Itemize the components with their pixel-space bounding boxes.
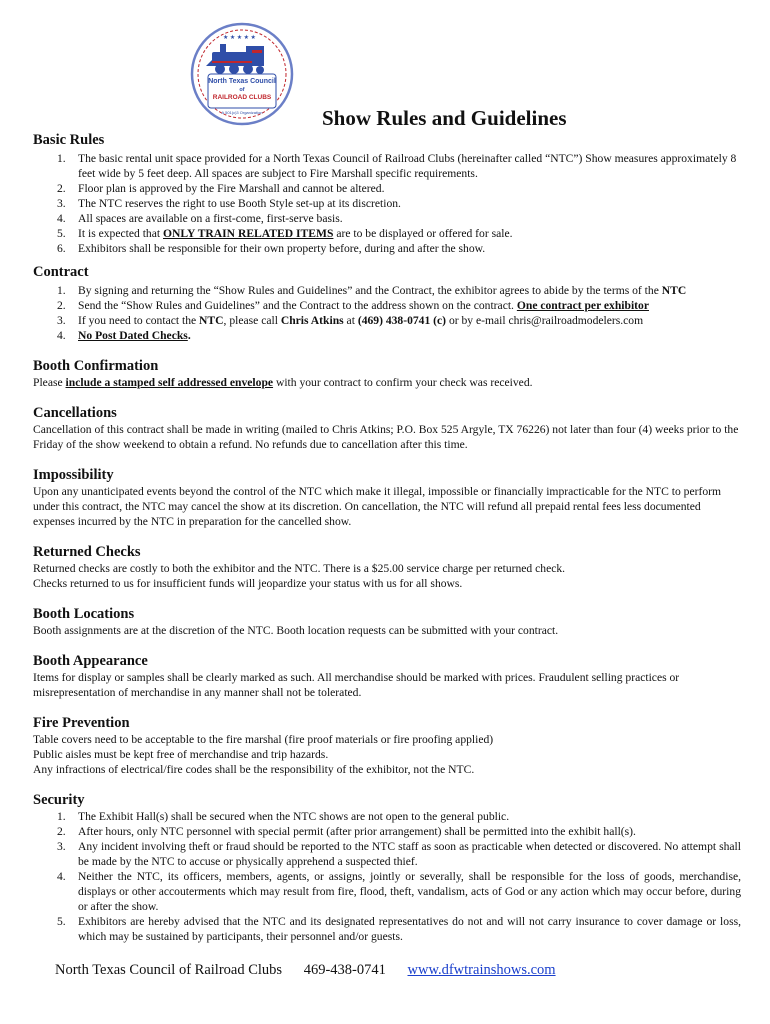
bold-text: NTC <box>199 314 224 327</box>
item-number: 4. <box>57 212 66 225</box>
item-text: It is expected that <box>78 227 163 240</box>
bold-text: (469) 438-0741 (c) <box>357 314 447 327</box>
section-booth-locations <box>33 606 741 638</box>
logo-line2: of <box>239 87 245 93</box>
item-text: . <box>187 329 191 342</box>
item-number: 1. <box>57 284 66 297</box>
item-number: 6. <box>57 242 66 255</box>
section-returned-checks <box>33 544 741 591</box>
list-item <box>33 313 741 328</box>
list-item <box>33 869 741 914</box>
section-heading: Security <box>33 792 85 808</box>
item-text: , please call <box>223 314 281 327</box>
logo-line1: North Texas Council <box>208 78 276 85</box>
logo-line3: RAILROAD CLUBS <box>212 94 272 101</box>
item-text: Any incident involving theft or fraud should be reported to the NTC staff as soon as practicable when detected or discovered. No attempt shall be made by the NTC to accuse or physically apprehend a suspected thief. <box>78 840 741 868</box>
list-item <box>33 241 741 256</box>
bold-text: Chris Atkins <box>280 314 344 327</box>
ntc-logo <box>190 22 294 126</box>
list-item <box>33 211 741 226</box>
website-link[interactable]: www.dfwtrainshows.com <box>407 962 556 978</box>
item-number: 3. <box>57 840 66 853</box>
footer-phone: 469-438-0741 <box>303 962 386 978</box>
emphasis-text: One contract per exhibitor <box>516 299 649 312</box>
item-number: 1. <box>57 810 66 823</box>
paragraph-text: with your contract to confirm your check was received. <box>273 376 533 389</box>
item-number: 4. <box>57 870 66 883</box>
item-text: Floor plan is approved by the Fire Marshall and cannot be altered. <box>78 182 385 195</box>
svg-text:★ ★ ★ ★ ★: ★ ★ ★ ★ ★ <box>223 35 256 41</box>
page-footer <box>55 962 574 979</box>
item-number: 3. <box>57 314 66 327</box>
item-number: 4. <box>57 329 66 342</box>
item-text: All spaces are available on a first-come, first-serve basis. <box>78 212 343 225</box>
item-text: at <box>343 314 358 327</box>
item-text: If you need to contact the <box>78 314 200 327</box>
emphasis-text: include a stamped self addressed envelope <box>65 376 274 389</box>
list-item <box>33 181 741 196</box>
list-item <box>33 328 741 343</box>
item-text: The Exhibit Hall(s) shall be secured when the NTC shows are not open to the general public. <box>78 810 510 823</box>
paragraph-text: Cancellation of this contract shall be made in writing (mailed to Chris Atkins; P.O. Box 525 Argyle, TX 76226) not later than four (4) weeks prior to the Friday of the show weekend to obtain a refund. No refunds due to cancellation after this time. <box>33 423 739 451</box>
paragraph-text: Table covers need to be acceptable to the fire marshal (fire proof materials or fire proofing applied) <box>33 733 494 746</box>
section-impossibility <box>33 467 741 529</box>
paragraph-text: Returned checks are costly to both the exhibitor and the NTC. There is a $25.00 service charge per returned check. <box>33 562 566 575</box>
paragraph-text: Upon any unanticipated events beyond the control of the NTC which make it illegal, impossible or financially impracticable for the NTC to perform under this contract, the NTC may cancel the show at its discretion. On cancellation, the NTC will refund all prepaid rental fees less documented expenses incurred by the NTC in preparation for the cancelled show. <box>33 485 722 528</box>
paragraph-text: Items for display or samples shall be clearly marked as such. All merchandise should be marked with prices. Fraudulent selling practices or misrepresentation of merchandise in any manner shall not be tolerated. <box>33 671 680 699</box>
item-number: 2. <box>57 182 66 195</box>
item-text: By signing and returning the “Show Rules and Guidelines” and the Contract, the exhibitor agrees to abide by the terms of the <box>78 284 662 297</box>
page-title: Show Rules and Guidelines <box>322 106 567 130</box>
section-basic-rules <box>33 132 741 256</box>
list-item <box>33 196 741 211</box>
list-item <box>33 839 741 869</box>
section-heading: Booth Confirmation <box>33 358 159 374</box>
footer-org: North Texas Council of Railroad Clubs <box>55 962 283 978</box>
list-item <box>33 824 741 839</box>
list-item <box>33 809 741 824</box>
paragraph-text: Public aisles must be kept free of merchandise and trip hazards. <box>33 748 329 761</box>
item-number: 2. <box>57 825 66 838</box>
paragraph-text: Booth assignments are at the discretion of the NTC. Booth location requests can be submitted with your contract. <box>33 624 559 637</box>
item-text: are to be displayed or offered for sale. <box>333 227 513 240</box>
section-booth-appearance <box>33 653 741 700</box>
item-number: 1. <box>57 152 66 165</box>
item-text: After hours, only NTC personnel with special permit (after prior arrangement) shall be permitted into the exhibit hall(s). <box>78 825 636 838</box>
section-heading: Fire Prevention <box>33 715 130 731</box>
item-number: 3. <box>57 197 66 210</box>
section-heading: Returned Checks <box>33 544 141 560</box>
list-item <box>33 914 741 944</box>
section-fire-prevention <box>33 715 741 777</box>
item-number: 2. <box>57 299 66 312</box>
section-contract <box>33 264 741 343</box>
item-number: 5. <box>57 915 66 928</box>
item-text: The basic rental unit space provided for a North Texas Council of Railroad Clubs (hereinafter called “NTC”) Show measures approximately 8 feet wide by 5 feet deep. All spaces are subject to Fire Marshall specific requirements. <box>78 152 737 180</box>
paragraph-text: Any infractions of electrical/fire codes shall be the responsibility of the exhibitor, not the NTC. <box>33 763 475 776</box>
list-item <box>33 298 741 313</box>
section-security <box>33 792 741 944</box>
item-text: or by e-mail chris@railroadmodelers.com <box>446 314 644 327</box>
list-item <box>33 226 741 241</box>
item-text: Exhibitors shall be responsible for their own property before, during and after the show. <box>78 242 486 255</box>
paragraph-text: Please <box>33 376 66 389</box>
item-text: The NTC reserves the right to use Booth Style set-up at its discretion. <box>78 197 401 210</box>
item-text: Neither the NTC, its officers, members, agents, or assigns, jointly or severally, shall be responsible for the loss of goods, merchandise, displays or other accouterments which may result from fire, flood, theft, vandalism, acts of God or any action which may occur before, during or after the show. <box>78 870 741 913</box>
document-body <box>33 132 741 944</box>
item-text: Send the “Show Rules and Guidelines” and the Contract to the address shown on the contract. <box>78 299 517 312</box>
section-heading: Booth Locations <box>33 606 135 622</box>
item-text: Exhibitors are hereby advised that the NTC and its designated representatives do not and will not carry insurance to cover damage or loss, which may be sustained by participants, their personnel and/or guests. <box>78 915 741 943</box>
bold-text: NTC <box>661 284 687 297</box>
paragraph-text: Checks returned to us for insufficient funds will jeopardize your status with us for all shows. <box>33 577 463 590</box>
section-heading: Contract <box>33 264 89 280</box>
section-heading: Impossibility <box>33 467 114 483</box>
section-cancellations <box>33 405 741 452</box>
emphasis-text: No Post Dated Checks <box>78 329 188 342</box>
logo-line4: A 501(c)3 Organization <box>221 110 263 115</box>
section-heading: Cancellations <box>33 405 117 421</box>
list-item <box>33 283 741 298</box>
list-item <box>33 151 741 181</box>
emphasis-text: ONLY TRAIN RELATED ITEMS <box>163 227 334 240</box>
section-heading: Basic Rules <box>33 132 105 148</box>
item-number: 5. <box>57 227 66 240</box>
section-heading: Booth Appearance <box>33 653 148 669</box>
section-booth-confirmation <box>33 358 741 390</box>
